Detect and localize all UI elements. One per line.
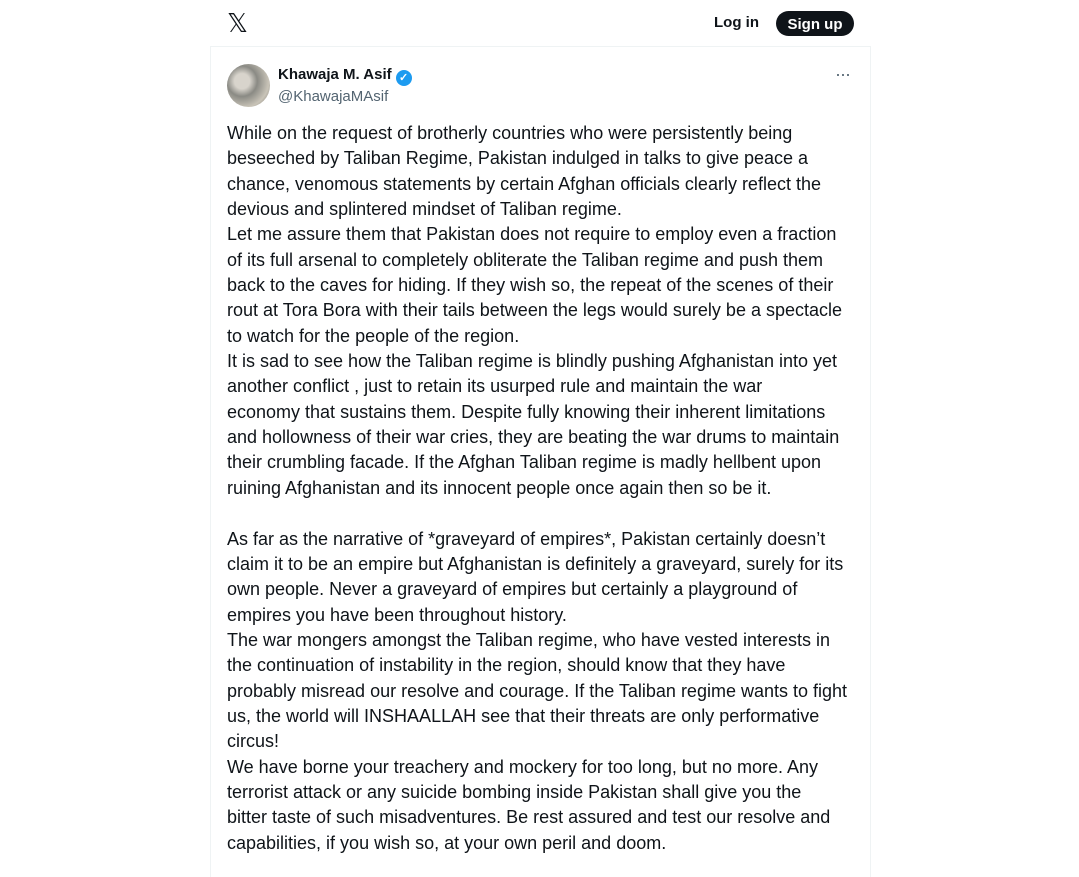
tweet-text-line: of its full arsenal to completely obliterate the Taliban regime and push them xyxy=(227,249,824,270)
tweet-text-line: terrorist attack or any suicide bombing inside Pakistan shall give you the xyxy=(227,781,802,802)
tweet-text xyxy=(227,121,857,856)
tweet-text-line: Let me assure them that Pakistan does not require to employ even a fraction xyxy=(227,224,837,245)
tweet-text-line: bitter taste of such misadventures. Be rest assured and test our resolve and xyxy=(227,807,831,828)
tweet-text-line: empires you have been throughout history. xyxy=(227,604,567,625)
tweet-text-line: claim it to be an empire but Afghanistan is definitely a graveyard, surely for its xyxy=(227,553,844,574)
tweet-text-line: circus! xyxy=(227,731,280,752)
tweet-text-line: economy that sustains them. Despite fully knowing their inherent limitations xyxy=(227,401,826,422)
tweet-text-line: another conflict , just to retain its usurped rule and maintain the war xyxy=(227,376,763,397)
tweet-text-line: back to the caves for hiding. If they wish so, the repeat of the scenes of their xyxy=(227,275,834,296)
x-logo-icon[interactable]: 𝕏 xyxy=(227,8,248,38)
sign-up-button[interactable]: Sign up xyxy=(776,11,854,36)
tweet-text-line: devious and splintered mindset of Taliban regime. xyxy=(227,199,622,220)
tweet-card xyxy=(210,46,871,877)
author-handle[interactable]: @KhawajaMAsif xyxy=(278,88,389,105)
log-in-link[interactable]: Log in xyxy=(714,14,759,31)
more-options-icon[interactable]: ··· xyxy=(835,64,850,84)
tweet-text-line: We have borne your treachery and mockery for too long, but no more. Any xyxy=(227,756,818,777)
author-name-link[interactable] xyxy=(278,66,412,86)
tweet-text-line: and hollowness of their war cries, they are beating the war drums to maintain xyxy=(227,427,840,448)
tweet-text-line: probably misread our resolve and courage. If the Taliban regime wants to fight xyxy=(227,680,848,701)
tweet-text-line: us, the world will INSHAALLAH see that their threats are only performative xyxy=(227,705,820,726)
tweet-text-line: While on the request of brotherly countries who were persistently being xyxy=(227,123,793,143)
tweet-text-line: the continuation of instability in the region, should know that they have xyxy=(227,655,786,676)
tweet-text-line: own people. Never a graveyard of empires but certainly a playground of xyxy=(227,579,798,600)
tweet-text-line: chance, venomous statements by certain Afghan officials clearly reflect the xyxy=(227,173,821,194)
tweet-text-line: As far as the narrative of *graveyard of empires*, Pakistan certainly doesn’t xyxy=(227,528,826,549)
tweet-text-line: to watch for the people of the region. xyxy=(227,325,520,346)
tweet-text-line: ruining Afghanistan and its innocent people once again then so be it. xyxy=(227,477,772,498)
tweet-text-line: It is sad to see how the Taliban regime is blindly pushing Afghanistan into yet xyxy=(227,351,838,372)
tweet-text-line xyxy=(227,501,857,526)
tweet-text-line: beseeched by Taliban Regime, Pakistan indulged in talks to give peace a xyxy=(227,148,809,169)
avatar[interactable] xyxy=(227,64,270,107)
tweet-text-line: rout at Tora Bora with their tails between the legs would surely be a spectacle xyxy=(227,300,843,321)
author-name: Khawaja M. Asif xyxy=(278,66,392,83)
tweet-text-line: their crumbling facade. If the Afghan Taliban regime is madly hellbent upon xyxy=(227,452,822,473)
tweet-text-line: The war mongers amongst the Taliban regime, who have vested interests in xyxy=(227,629,830,650)
tweet-text-line: capabilities, if you wish so, at your own peril and doom. xyxy=(227,832,667,853)
top-bar xyxy=(0,0,1079,46)
verified-badge-icon: ✓ xyxy=(396,70,412,86)
